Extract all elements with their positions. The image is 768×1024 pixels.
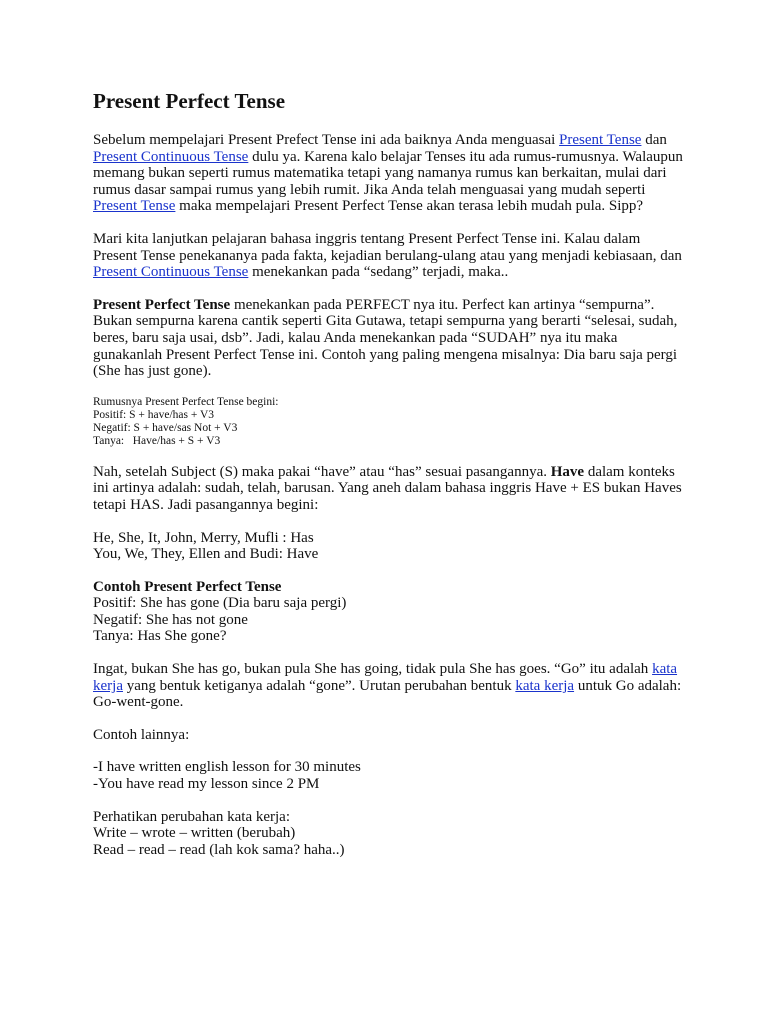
example-negative: Negatif: She has not gone <box>93 611 248 628</box>
changes-paragraph <box>93 809 683 859</box>
go-text-1: Ingat, bukan She has go, bukan pula She has going, tidak pula She has goes. “Go” itu adalah <box>93 661 653 678</box>
intro-text-1: Sebelum mempelajari Present Prefect Tense ini ada baiknya Anda menguasai <box>93 132 560 148</box>
pairs-have: You, We, They, Ellen and Budi: Have <box>93 546 319 563</box>
formula-question: Tanya: Have/has + S + V3 <box>93 434 221 447</box>
example-positive: Positif: She has gone (Dia baru saja pergi) <box>93 595 347 612</box>
changes-heading: Perhatikan perubahan kata kerja: <box>93 808 290 825</box>
intro-paragraph <box>93 132 683 215</box>
have-term: Have <box>550 463 585 480</box>
examples-heading: Contoh Present Perfect Tense <box>93 578 282 595</box>
kata-kerja-link[interactable]: kata kerja <box>93 661 678 694</box>
page-title: Present Perfect Tense <box>93 89 286 113</box>
sentence-1: -I have written english lesson for 30 minutes <box>93 759 361 776</box>
present-continuous-tense-link[interactable]: Present Continuous Tense <box>93 148 249 165</box>
intro-text-4: maka mempelajari Present Perfect Tense akan terasa lebih mudah pula. Sipp? <box>175 198 644 215</box>
have-has-text-2: dalam konteks ini artinya adalah: sudah, telah, barusan. Yang aneh dalam bahasa inggris Have + ES bukan Haves tetapi HAS. Jadi pasangannya begini: <box>93 463 682 513</box>
go-text-3: untuk Go adalah: Go-went-gone. <box>93 677 682 711</box>
have-has-text-1: Nah, setelah Subject (S) maka pakai “have” atau “has” sesuai pasangannya. <box>93 463 551 480</box>
sentence-2: -You have read my lesson since 2 PM <box>93 776 320 793</box>
formula-positive: Positif: S + have/has + V3 <box>93 408 215 421</box>
continue-paragraph <box>93 231 683 281</box>
changes-write: Write – wrote – written (berubah) <box>93 825 296 842</box>
definition-text: menekankan pada PERFECT nya itu. Perfect kan artinya “sempurna”. Bukan sempurna karena cantik seperti Gita Gutawa, tetapi sempurna yang berarti “selesai, sudah, beres, baru saja usai, dsb”. Jadi, kalau Anda menekankan pada “SUDAH” nya itu maka gunakanlah Present Perfect Tense ini. Contoh yang paling mengena misalnya: Dia baru saja pergi (She has just gone). <box>93 296 678 380</box>
definition-paragraph <box>93 297 683 380</box>
example-question: Tanya: Has She gone? <box>93 628 227 645</box>
go-text-2: yang bentuk ketiganya adalah “gone”. Urutan perubahan bentuk <box>122 677 516 694</box>
intro-text-2: dan <box>641 132 667 148</box>
definition-term: Present Perfect Tense <box>93 296 231 313</box>
go-paragraph <box>93 661 683 711</box>
pairs-paragraph <box>93 530 683 563</box>
pairs-has: He, She, It, John, Merry, Mufli : Has <box>93 529 314 546</box>
formula-negative: Negatif: S + have/sas Not + V3 <box>93 421 238 434</box>
sentences-paragraph <box>93 759 683 792</box>
examples-paragraph <box>93 579 683 645</box>
continue-text-2: menekankan pada “sedang” terjadi, maka.. <box>248 264 509 281</box>
document-page <box>93 88 683 874</box>
changes-read: Read – read – read (lah kok sama? haha..) <box>93 841 345 858</box>
intro-text-3: dulu ya. Karena kalo belajar Tenses itu ada rumus-rumusnya. Walaupun memang bukan seperti rumus matematika tetapi yang namanya rumus kan berkaitan, mulai dari rumus dasar sampai rumus yang lebih rumit. Jika Anda telah menguasai yang mudah seperti <box>93 148 683 198</box>
formula-heading: Rumusnya Present Perfect Tense begini: <box>93 395 279 408</box>
kata-kerja-link-2[interactable]: kata kerja <box>515 677 575 694</box>
have-has-paragraph <box>93 464 683 514</box>
present-continuous-tense-link-2[interactable]: Present Continuous Tense <box>93 264 249 281</box>
present-tense-link-2[interactable]: Present Tense <box>93 198 176 215</box>
present-tense-link[interactable]: Present Tense <box>559 132 642 148</box>
formula-block <box>93 396 683 448</box>
other-examples-heading: Contoh lainnya: <box>93 726 190 743</box>
continue-text-1: Mari kita lanjutkan pelajaran bahasa inggris tentang Present Perfect Tense ini. Kalau dalam Present Tense penekananya pada fakta, kejadian berulang-ulang atau yang menjadi kebiasaan, dan <box>93 230 682 264</box>
